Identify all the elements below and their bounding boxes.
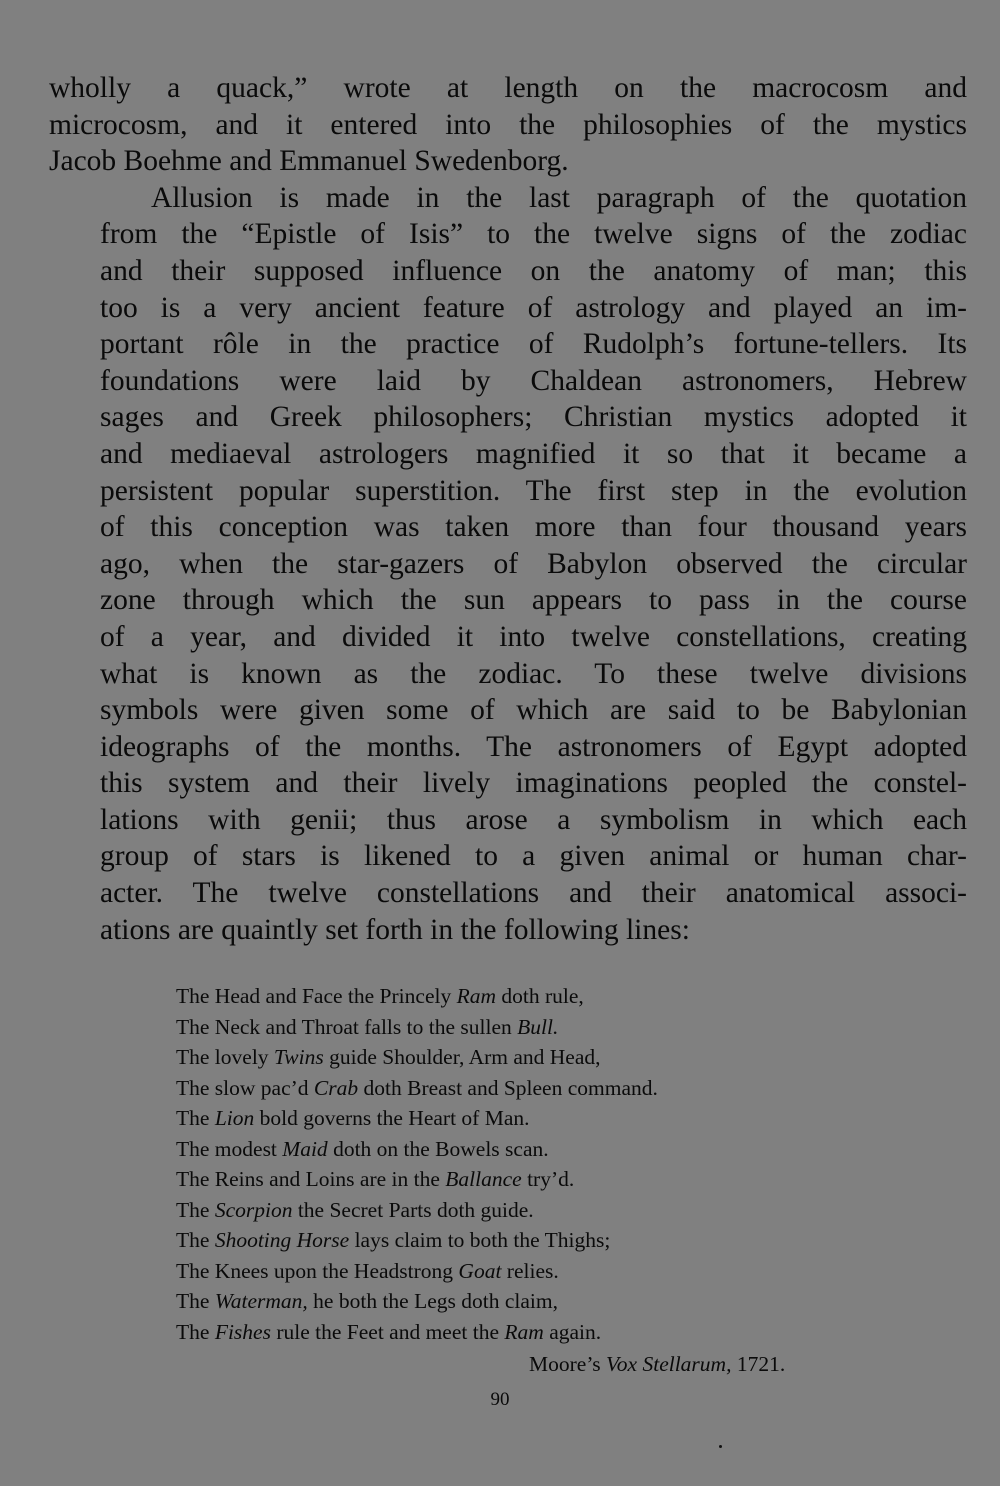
verse-line — [176, 1164, 896, 1195]
verse-line — [176, 1256, 896, 1287]
verse-text: The Neck and Throat falls to the sullen — [176, 1014, 518, 1039]
verse-italic: Goat — [458, 1258, 502, 1283]
verse-line — [176, 1286, 896, 1317]
text-line: symbols were given some of which are said to be Babylonian — [100, 694, 967, 727]
verse-text: The — [176, 1106, 215, 1130]
attribution-author: Moore’s — [529, 1352, 607, 1376]
verse-text: doth on the Bowels scan. — [327, 1136, 549, 1161]
page-number: 90 — [490, 1389, 510, 1410]
text-line: microcosm, and it entered into the philosophies of the mystics — [49, 108, 967, 141]
verse-line — [176, 1012, 896, 1043]
text-line: acter. The twelve constellations and their anatomical associ- — [100, 877, 967, 910]
verse-text: lays claim to both the Thighs; — [349, 1228, 611, 1252]
verse-italic: Bull. — [517, 1014, 559, 1039]
text-line: ago, when the star-gazers of Babylon observed the circular — [100, 547, 967, 580]
verse-text: he both the Legs doth claim, — [307, 1289, 558, 1313]
verse-text: The slow pac’d — [176, 1075, 314, 1100]
verse-line — [176, 1317, 896, 1348]
verse-italic: Waterman, — [214, 1289, 308, 1313]
verse-text: The Reins and Loins are in the — [176, 1167, 446, 1191]
verse-text: The — [176, 1289, 215, 1313]
verse-attribution — [529, 1349, 785, 1379]
verse-text: The — [176, 1319, 215, 1344]
verse-italic: Lion — [214, 1106, 255, 1130]
verse-line — [176, 1073, 896, 1104]
text-line: and mediaeval astrologers magnified it so that it became a — [100, 437, 967, 470]
verse-text: rule the Feet and meet the — [270, 1319, 505, 1344]
text-line: portant rôle in the practice of Rudolph’s fortune-tellers. Its — [100, 328, 967, 361]
text-line: group of stars is likened to a given animal or human char- — [100, 840, 967, 873]
verse-italic: Maid — [282, 1136, 328, 1161]
text-line: wholly a quack,” wrote at length on the macrocosm and — [49, 72, 967, 104]
text-line: ideographs of the months. The astronomers of Egypt adopted — [100, 730, 967, 763]
verse-text: the Secret Parts doth guide. — [292, 1197, 534, 1222]
paragraph-1 — [49, 70, 967, 180]
verse-italic: Scorpion — [214, 1197, 293, 1222]
text-line: too is a very ancient feature of astrology and played an im- — [100, 291, 967, 324]
verse-italic: Twins — [273, 1045, 324, 1069]
verse-line — [176, 1195, 896, 1226]
verse-text: guide Shoulder, Arm and Head, — [323, 1045, 601, 1069]
verse-text: The — [176, 1197, 215, 1222]
verse-text: The Knees upon the Headstrong — [176, 1258, 459, 1283]
verse-line — [176, 1134, 896, 1165]
verse-line — [176, 981, 896, 1012]
text-line: from the “Epistle of Isis” to the twelve signs of the zodiac — [100, 218, 967, 251]
text-line: this system and their lively imaginations peopled the constel- — [100, 767, 967, 800]
verse-italic: Ram — [456, 984, 497, 1008]
body-text — [49, 70, 967, 948]
text-line: zone through which the sun appears to pass in the course — [100, 584, 967, 617]
verse-italic: Shooting Horse — [214, 1228, 350, 1252]
text-line: persistent popular superstition. The first step in the evolution — [100, 474, 967, 507]
text-line: Jacob Boehme and Emmanuel Swedenborg. — [49, 145, 569, 178]
attribution-year: 1721. — [731, 1352, 786, 1376]
text-line: foundations were laid by Chaldean astronomers, Hebrew — [100, 364, 967, 397]
verse-text: The — [176, 1228, 215, 1252]
verse-italic: Ballance — [445, 1167, 522, 1191]
verse-text: The Head and Face the Princely — [176, 984, 457, 1008]
verse-text: again. — [543, 1319, 602, 1344]
verse-italic: Crab — [313, 1075, 359, 1100]
print-speck-mark — [719, 1445, 722, 1448]
verse-line — [176, 1103, 896, 1134]
verse-italic: Ram — [504, 1319, 544, 1344]
verse-text: doth rule, — [496, 984, 584, 1008]
text-line: of a year, and divided it into twelve constellations, creating — [100, 620, 967, 653]
text-line: ations are quaintly set forth in the following lines: — [100, 913, 690, 946]
text-line: sages and Greek philosophers; Christian mystics adopted it — [100, 401, 967, 434]
text-line: lations with genii; thus arose a symbolism in which each — [100, 803, 967, 836]
verse-line — [176, 1042, 896, 1073]
verse-text: bold governs the Heart of Man. — [254, 1106, 530, 1130]
text-line: of this conception was taken more than four thousand years — [100, 511, 967, 544]
text-line: what is known as the zodiac. To these twelve divisions — [100, 657, 967, 690]
verse-quotation — [176, 981, 896, 1347]
verse-text: The modest — [176, 1136, 283, 1161]
text-line: and their supposed influence on the anatomy of man; this — [100, 254, 967, 287]
verse-italic: Fishes — [214, 1319, 271, 1344]
verse-line — [176, 1225, 896, 1256]
verse-text: relies. — [501, 1258, 559, 1283]
paragraph-2 — [49, 180, 967, 948]
attribution-work: Vox Stellarum, — [606, 1352, 732, 1376]
text-line: Allusion is made in the last paragraph of the quotation — [151, 181, 967, 214]
verse-text: The lovely — [176, 1045, 274, 1069]
verse-text: doth Breast and Spleen command. — [358, 1075, 658, 1100]
verse-text: try’d. — [521, 1167, 575, 1191]
